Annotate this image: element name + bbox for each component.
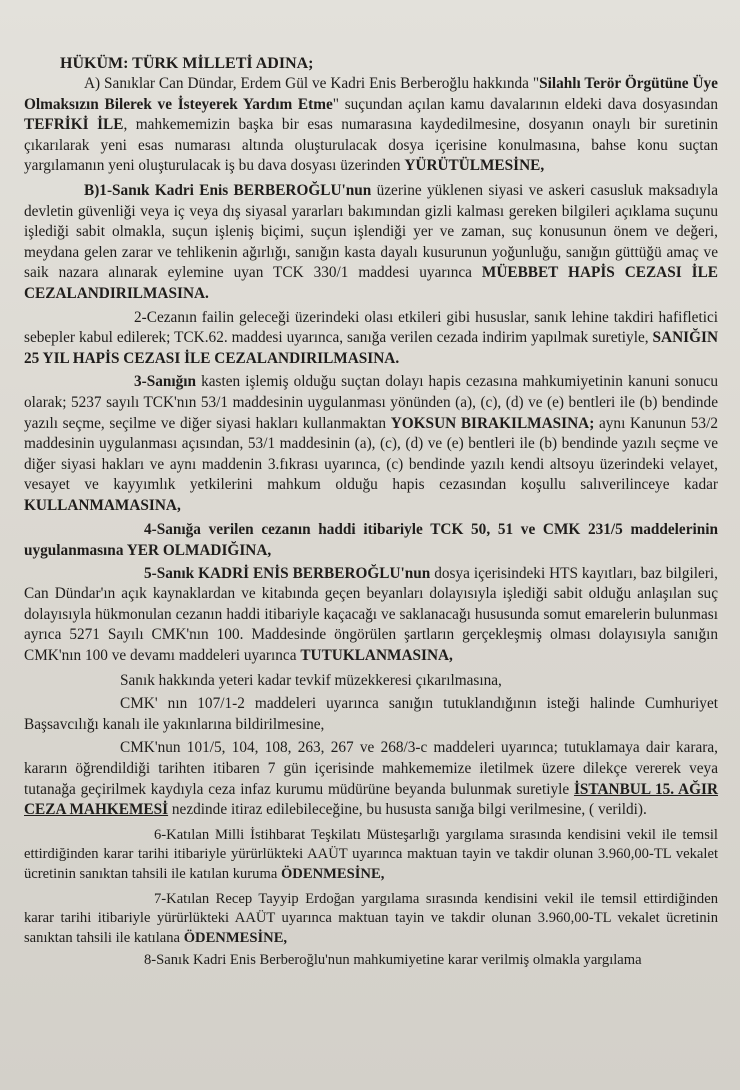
- paragraph-b3-bold-2: YOKSUN BIRAKILMASINA;: [390, 414, 595, 432]
- paragraph-a-text-3: , mahkememizin başka bir esas numarasına kaydedilmesine, dosyanın onaylı bir suretinin çıkarılarak yeni esas numarası altında oluşturulacak dosya içerisine konulmasına, bahse konu suçtan yargılamanın yeni oluşturulacak iş bu dava dosyası üzerinden: [24, 116, 719, 175]
- paragraph-d6-bold-1: ÖDENMESİNE,: [280, 865, 385, 882]
- paragraph-a: [24, 74, 718, 177]
- paragraph-a-bold-1: Silahlı Terör Örgütüne Üye Olmaksızın Bilerek ve İsteyerek Yardım Etme: [24, 75, 718, 113]
- paragraph-b4: [24, 520, 718, 561]
- paragraph-b2: [24, 308, 718, 370]
- paragraph-b2-bold-1: SANIĞIN 25 YIL HAPİS CEZASI İLE CEZALANDIRILMASINA.: [24, 329, 718, 367]
- paragraph-objection: [24, 738, 718, 820]
- paragraph-b3-bold-1: 3-Sanığın: [134, 373, 197, 391]
- paragraph-b3-bold-3: KULLANMAMASINA,: [24, 496, 181, 514]
- paragraph-b1-text-1: üzerine yüklenen siyasi ve askeri casusluk maksadıyla devletin güvenliği veya iç veya dış siyasal yararları bakımından gizli kalması gereken bilgileri açıklama suçunu işlediği sabit olmakla, suçun işleniş biçimi, suçun işlendiği yer ve zaman, suç konusunun önem ve değeri, meydana gelen zarar ve tehlikenin ağırlığı, sanığın kasta dayalı kusurunun yoğunluğu, sanığın güttüğü amaç ve saik nazara alınarak eylemine uyan TCK 330/1 maddesi uyarınca: [24, 181, 718, 282]
- paragraph-d6: [24, 826, 718, 885]
- paragraph-b3-text-2: aynı Kanunun 53/2 maddesinin uygulanması açısından, 53/1 maddesinin (a), (c), (d) ve (e) bentleri ile (b) bendinde yazılı seçme ve diğer siyasi hakları ve aynı maddenin 3.fıkrası uyarınca, (c) bendinde yazılı kendi altsoyu üzerindeki velayet, vesayet ve kayyımlık yetkilerini mahkum olduğu hapis cezasından koşullu salıverilinceye kadar: [24, 414, 718, 494]
- paragraph-b5: [24, 564, 718, 667]
- paragraph-b1: [24, 181, 718, 305]
- paragraph-d7-bold-1: ÖDENMESİNE,: [183, 929, 288, 946]
- paragraph-d6-text-1: 6-Katılan Milli İstihbarat Teşkilatı Müsteşarlığı yargılama sırasında kendisini vekil ile temsil ettirdiğinden karar tarihi itibariyle yürürlükteki AAÜT uyarınca maktuan tayin ve takdir olunan 3.960,00-TL vekalet ücretinin sanıktan tahsili ile katılan kuruma: [24, 826, 718, 882]
- paragraph-b3: [24, 372, 718, 516]
- paragraph-a-text-2: " suçundan açılan kamu davalarının eldeki dava dosyasından: [332, 95, 718, 113]
- paragraph-b5-bold-2: TUTUKLANMASINA,: [300, 647, 453, 665]
- paragraph-a-bold-2: TEFRİKİ İLE: [24, 116, 124, 134]
- paragraph-d7-text-1: 7-Katılan Recep Tayyip Erdoğan yargılama sırasında kendisini vekil ile temsil ettirdiğinden karar tarihi itibariyle yürürlükteki AAÜT uyarınca maktuan tayin ve takdir olunan 3.960,00-TL vekalet ücretinin sanıktan tahsili ile katılana: [24, 890, 718, 946]
- paragraph-a-bold-3: YÜRÜTÜLMESİNE,: [404, 157, 545, 175]
- paragraph-notification: CMK' nın 107/1-2 maddeleri uyarınca sanığın tutuklandığının isteği halinde Cumhuriyet Başsavcılığı kanalı ile yakınlarına bildirilmesine,: [24, 695, 718, 733]
- verdict-heading: HÜKÜM: TÜRK MİLLETİ ADINA;: [60, 55, 314, 72]
- paragraph-warrant: Sanık hakkında yeteri kadar tevkif müzekkeresi çıkarılmasına,: [120, 671, 502, 689]
- paragraph-b1-bold-1: B)1-Sanık Kadri Enis BERBEROĞLU'nun: [84, 181, 372, 199]
- paragraph-b2-text-1: 2-Cezanın failin geleceği üzerindeki olası etkileri gibi hususlar, sanık lehine takdiri hafifletici sebepler kabul edilerek; TCK.62. maddesi uyarınca, sanığa verilen cezada indirim yapılmak suretiyle,: [24, 308, 718, 347]
- paragraph-objection-text-1: CMK'nun 101/5, 104, 108, 263, 267 ve 268/3-c maddeleri uyarınca; tutuklamaya dair karara, kararın öğrendildiği tarihten itibaren 7 gün içerisinde mahkememize iletilmek üzere dilekçe vererek veya tutanağa geçirilmek kaydıyla ceza infaz kurumu müdürüne beyanda bulunmak suretiyle: [24, 739, 718, 798]
- paragraph-b5-text-1: dosya içerisindeki HTS kayıtları, baz bilgileri, Can Dündar'ın açık kaynaklardan ve kitabında geçen beyanları dolayısıyla işlediği sabit olduğu anlaşılan suç dolayısıyla hükmonulan cezanın haddi itibariyle kaçacağı ve saklanacağı hususunda somut emarelerin bulunması ayrıca 5271 Sayılı CMK'nın 100. Maddesinde öngörülen şartların gerçekleşmiş olması dolayısıyla sanığın CMK'nın 100 ve devamı maddeleri uyarınca: [24, 564, 719, 665]
- paragraph-d7: [24, 890, 718, 949]
- paragraph-b4-bold-1: 4-Sanığa verilen cezanın haddi itibariyle TCK 50, 51 ve CMK 231/5 maddelerinin uygulanmasına YER OLMADIĞINA,: [24, 521, 718, 560]
- paragraph-a-text-1: A) Sanıklar Can Dündar, Erdem Gül ve Kadri Enis Berberoğlu hakkında ": [84, 75, 540, 92]
- paragraph-b5-bold-1: 5-Sanık KADRİ ENİS BERBEROĞLU'nun: [144, 564, 431, 582]
- paragraph-b1-bold-2: MÜEBBET HAPİS CEZASI İLE CEZALANDIRILMASINA.: [24, 264, 718, 302]
- court-name: İSTANBUL 15. AĞIR CEZA MAHKEMESİ: [24, 780, 718, 819]
- paragraph-objection-text-2: nezdinde itiraz edilebileceğine, bu hususta sanığa bilgi verilmesine, ( verildi).: [168, 801, 647, 819]
- paragraph-b3-text-1: kasten işlemiş olduğu suçtan dolayı hapis cezasına mahkumiyetinin kanuni sonucu olarak; 5237 sayılı TCK'nın 53/1 maddesinin uygulanması yönünden (a), (c), (d) ve (e) bentleri ile (b) bendinde yazılı seçme, seçilme ve diğer siyasi hakları kullanmaktan: [24, 373, 718, 432]
- paragraph-d8: 8-Sanık Kadri Enis Berberoğlu'nun mahkumiyetine karar verilmiş olmakla yargılama: [144, 952, 642, 969]
